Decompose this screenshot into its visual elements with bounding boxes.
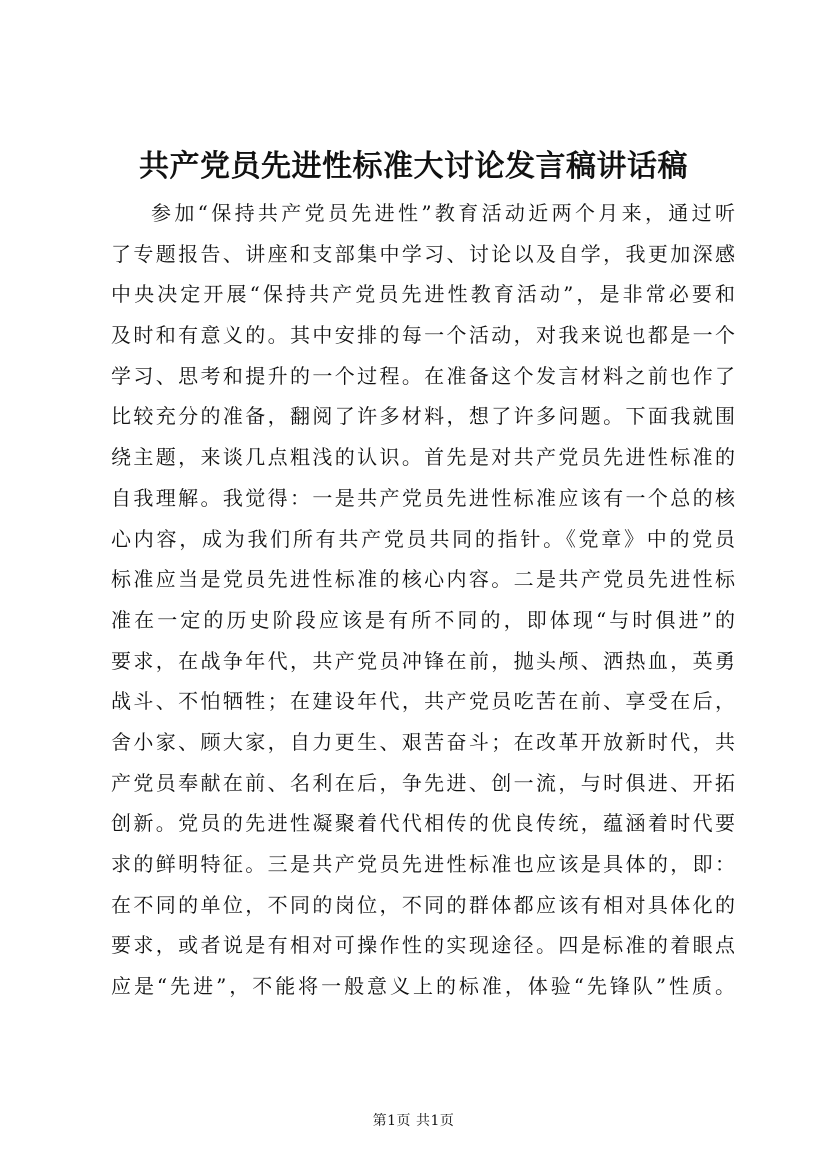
text-line: 求的鲜明特征。三是共产党员先进性标准也应该是具体的，即：	[111, 852, 735, 876]
text-line: 参加“保持共产党员先进性”教育活动近两个月来，通过听	[151, 201, 735, 225]
text-line: 准在一定的历史阶段应该是有所不同的，即体现“与时俱进”的	[111, 607, 735, 632]
text-line: 产党员奉献在前、名利在后，争先进、创一流，与时俱进、开拓	[111, 770, 735, 795]
page-footer: 第1页 共1页	[372, 1113, 455, 1129]
text-line: 应是“先进”，不能将一般意义上的标准，体验“先锋队”性质。	[111, 974, 735, 999]
text-line: 心内容，成为我们所有共产党员共同的指针。《党章》中的党员	[111, 526, 735, 551]
text-line: 标准应当是党员先进性标准的核心内容。二是共产党员先进性标	[111, 567, 735, 592]
text-line: 要求，在战争年代，共产党员冲锋在前，抛头颅、洒热血，英勇	[111, 648, 735, 673]
document-title: 共产党员先进性标准大讨论发言稿讲话稿	[139, 149, 688, 184]
text-line: 自我理解。我觉得：一是共产党员先进性标准应该有一个总的核	[111, 485, 735, 510]
text-line: 绕主题，来谈几点粗浅的认识。首先是对共产党员先进性标准的	[111, 445, 735, 470]
text-line: 要求，或者说是有相对可操作性的实现途径。四是标准的着眼点	[111, 933, 735, 958]
text-line: 战斗、不怕牺牲；在建设年代，共产党员吃苦在前、享受在后，	[111, 689, 735, 714]
text-line: 及时和有意义的。其中安排的每一个活动，对我来说也都是一个	[111, 323, 735, 348]
document-body	[111, 193, 735, 1007]
text-line: 了专题报告、讲座和支部集中学习、讨论以及自学，我更加深感	[111, 241, 735, 266]
text-line: 中央决定开展“保持共产党员先进性教育活动”，是非常必要和	[111, 282, 735, 307]
text-line: 比较充分的准备，翻阅了许多材料，想了许多问题。下面我就围	[111, 404, 735, 429]
text-line: 在不同的单位，不同的岗位，不同的群体都应该有相对具体化的	[111, 892, 735, 917]
text-line: 学习、思考和提升的一个过程。在准备这个发言材料之前也作了	[111, 363, 735, 388]
text-line: 创新。党员的先进性凝聚着代代相传的优良传统，蕴涵着时代要	[111, 811, 735, 836]
text-line: 舍小家、顾大家，自力更生、艰苦奋斗；在改革开放新时代，共	[111, 729, 735, 754]
